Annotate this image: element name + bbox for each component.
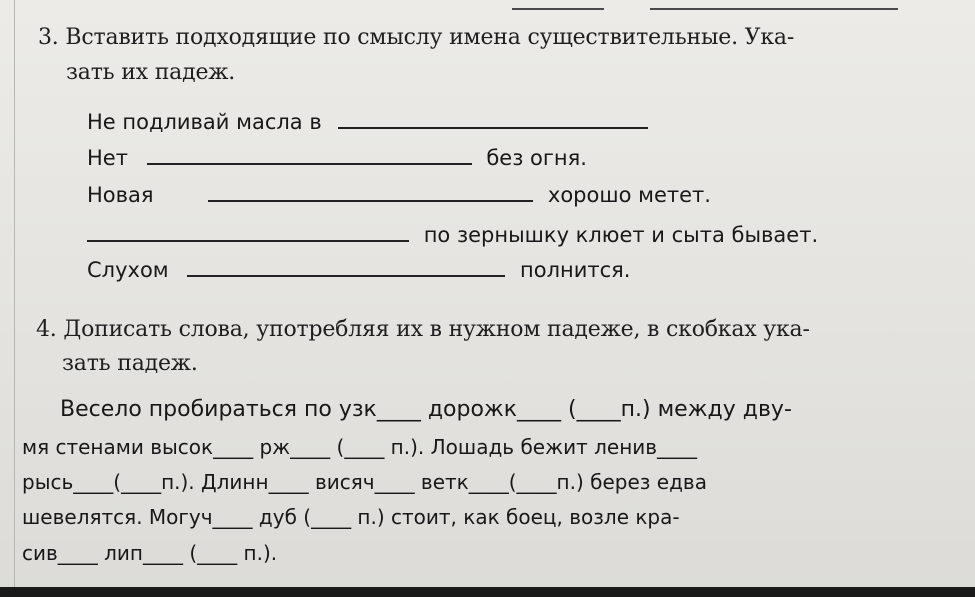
line-text-after: без огня. (486, 146, 587, 170)
task4-heading-line2: зать падеж. (62, 351, 198, 376)
line-text-after: хорошо метет. (547, 183, 711, 207)
task4-line-1: Весело пробираться по узк____ дорожк____ (____п.) между дву- (60, 397, 792, 422)
line-text-before: Слухом (87, 258, 169, 282)
task4-line-2: мя стенами высок____ рж____ (____ п.). Лошадь бежит ленив____ (22, 435, 698, 459)
task3-heading-line2: зать их падеж. (66, 60, 236, 85)
task3-heading-line1: 3. Вставить подходящие по смыслу имена существительные. Ука- (38, 25, 795, 50)
top-rule-right (650, 8, 898, 10)
fill-blank[interactable] (147, 143, 472, 165)
fill-blank[interactable] (87, 220, 409, 242)
task4-line-5: сив____ лип____ (____ п.). (22, 541, 278, 565)
task4-line-4: шевелятся. Могуч____ дуб (____ п.) стоит, как боец, возле кра- (22, 505, 680, 529)
task3-line-4 (87, 220, 818, 247)
task3-line-5 (87, 255, 630, 282)
top-rule-left (512, 8, 604, 10)
line-text-after: полнится. (520, 258, 631, 282)
task3-line-1 (87, 107, 648, 134)
fill-blank[interactable] (208, 180, 533, 202)
task3-line-3 (87, 180, 711, 207)
fill-blank[interactable] (338, 107, 648, 129)
line-text-after: по зернышку клюет и сыта бывает. (423, 223, 819, 247)
line-text-before: Нет (87, 146, 128, 170)
task4-line-3: рысь____(____п.). Длинн____ висяч____ ветк____(____п.) берез едва (22, 470, 707, 494)
fill-blank[interactable] (187, 255, 505, 277)
task3-line-2 (87, 143, 587, 170)
bottom-edge (0, 587, 975, 597)
line-text-before: Новая (87, 183, 154, 207)
task4-heading-line1: 4. Дописать слова, употребляя их в нужном падеже, в скобках ука- (36, 317, 810, 342)
page-margin-line (14, 0, 15, 597)
line-text-before: Не подливай масла в (87, 110, 322, 134)
